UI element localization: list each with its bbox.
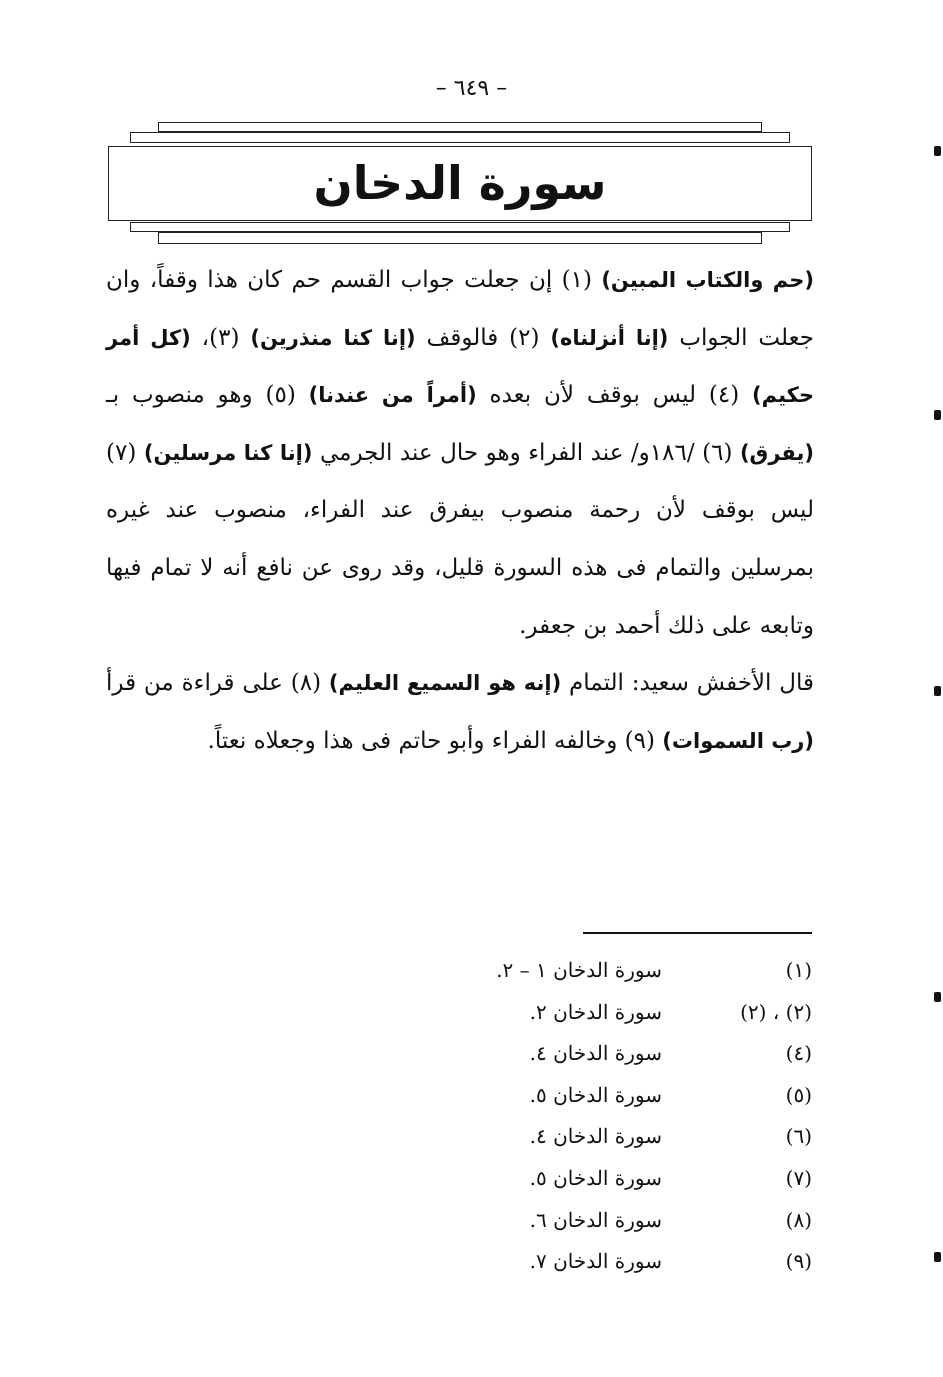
- scan-margin-mark: [934, 410, 941, 420]
- body-text: [106, 252, 814, 770]
- quran-quote: (رب السموات): [662, 728, 814, 753]
- footnote-item: [420, 1200, 812, 1242]
- footnote-number: (٦): [785, 1124, 812, 1149]
- quran-quote: (إنا كنا مرسلين): [143, 440, 313, 465]
- scan-margin-mark: [934, 146, 941, 156]
- paragraph-2: [106, 655, 814, 770]
- footnote-item: [420, 1033, 812, 1075]
- footnote-item: [420, 1075, 812, 1117]
- footnote-number: (٨): [785, 1207, 812, 1232]
- scan-margin-mark: [934, 1252, 941, 1262]
- footnote-text: سورة الدخان ٥.: [529, 1082, 662, 1107]
- footnote-number: (٤): [785, 1041, 812, 1066]
- footnote-text: سورة الدخان ٧.: [529, 1249, 662, 1274]
- footnote-number: (٢) ، (٢): [740, 999, 812, 1024]
- footnote-text: سورة الدخان ٥.: [529, 1165, 662, 1190]
- footnote-text: سورة الدخان ٤.: [529, 1124, 662, 1149]
- quran-quote: (كل أمر حكيم): [106, 325, 814, 408]
- commentary-text: (٦) /١٨٦و/ عند الفراء وهو حال عند الجرمي: [312, 439, 740, 466]
- footnote-number: (٥): [785, 1082, 812, 1107]
- surah-title-frame: [108, 122, 812, 244]
- footnote-text: سورة الدخان ٤.: [529, 1041, 662, 1066]
- footnote-text: سورة الدخان ٢.: [529, 999, 662, 1024]
- quran-quote: (إنا أنزلناه): [550, 325, 669, 350]
- paragraph-1: [106, 252, 814, 655]
- commentary-text: (٣)،: [190, 324, 251, 351]
- commentary-text: (٢) فالوقف: [415, 324, 551, 351]
- commentary-text: (٩) وخالفه الفراء وأبو حاتم فى هذا وجعلاه نعتاً.: [207, 727, 663, 754]
- footnote-number: (٩): [785, 1249, 812, 1274]
- quran-quote: (يفرق): [739, 440, 814, 465]
- footnote-separator: [583, 932, 812, 934]
- footnote-number: (١): [785, 958, 812, 982]
- quran-quote: (حم والكتاب المبين): [601, 268, 814, 292]
- page-number: – ٦٤٩ –: [435, 76, 508, 101]
- quran-quote: (أمراً من عندنا): [308, 383, 477, 408]
- surah-title: سورة الدخان: [313, 156, 607, 210]
- quran-quote: (إنه هو السميع العليم): [328, 671, 562, 696]
- footnote-item: [420, 1241, 812, 1283]
- footnote-item: [420, 992, 812, 1034]
- commentary-text: (٧) ليس بوقف لأن رحمة منصوب بيفرق عند الفراء، منصوب عند غيره بمرسلين والتمام فى هذه السورة قليل، وقد روى عن نافع أنه لا تمام فيها وتابعه على ذلك أحمد بن جعفر.: [106, 439, 814, 639]
- commentary-text: (٤) ليس بوقف لأن بعده: [476, 382, 752, 409]
- footnote-item: [420, 1116, 812, 1158]
- footnote-text: سورة الدخان ١ – ٢.: [496, 958, 662, 982]
- footnote-item: [420, 1158, 812, 1200]
- scan-margin-mark: [934, 992, 941, 1002]
- footnote-item: [420, 950, 812, 992]
- quran-quote: (إنا كنا منذرين): [250, 325, 416, 350]
- commentary-text: (١) إن جعلت جواب القسم حم كان هذا وقفاً، وان جعلت الجواب: [106, 267, 814, 351]
- commentary-text: (٥) وهو منصوب بـ: [106, 382, 309, 409]
- footnotes: [420, 950, 812, 1283]
- footnote-text: سورة الدخان ٦.: [529, 1207, 662, 1232]
- scan-margin-mark: [934, 686, 941, 696]
- commentary-text: قال الأخفش سعيد: التمام: [561, 670, 814, 697]
- commentary-text: (٨) على قراءة من قرأ: [106, 670, 329, 697]
- footnote-number: (٧): [785, 1165, 812, 1190]
